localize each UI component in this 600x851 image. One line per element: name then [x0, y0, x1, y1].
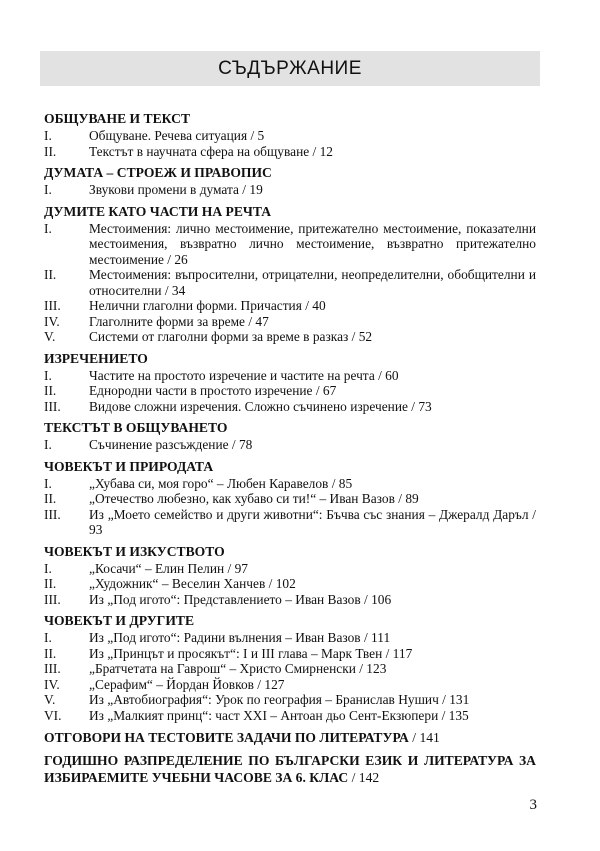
toc-section	[44, 204, 536, 345]
toc-entry	[44, 128, 536, 144]
entry-text: „Серафим“ – Йордан Йовков / 127	[89, 676, 285, 692]
page-title: СЪДЪРЖАНИЕ	[218, 57, 362, 79]
section-heading: ДУМАТА – СТРОЕЖ И ПРАВОПИС	[44, 165, 272, 180]
toc-section	[44, 544, 536, 608]
entry-text: Из „Принцът и просякът“: I и III глава – Марк Твен / 117	[89, 645, 413, 661]
entry-text: Местоимения: въпросителни, отрицателни, неопределителни, обобщителни и относителни / 34	[89, 267, 536, 298]
entry-text: Из „Моето семейство и други животни“: Бъчва със знания – Джералд Даръл / 93	[89, 506, 536, 537]
entry-number: VI.	[44, 707, 62, 723]
entry-text: Местоимения: лично местоимение, притежателно местоимение, показателни местоимения, възвратно лично местоимение, възвратно притежателно местоимение / 26	[89, 220, 536, 267]
entry-text: Из „Малкият принц“: част XXI – Антоан дьо Сент-Екзюпери / 135	[89, 707, 469, 723]
entry-number: IV.	[44, 313, 60, 329]
toc-section	[44, 459, 536, 538]
answers-heading-text: ОТГОВОРИ НА ТЕСТОВИТЕ ЗАДАЧИ ПО ЛИТЕРАТУРА	[44, 730, 409, 745]
answers-page: / 141	[412, 730, 440, 745]
entry-number: I.	[44, 560, 52, 576]
entry-number: I.	[44, 437, 52, 452]
annual-plan-heading	[44, 752, 536, 786]
entry-number: V.	[44, 692, 56, 707]
toc-section	[44, 351, 536, 415]
toc-entry	[44, 182, 536, 198]
toc-title-bar	[40, 51, 540, 86]
entry-text: Еднородни части в простото изречение / 67	[89, 383, 337, 398]
entry-number: II.	[44, 576, 57, 591]
entry-number: I.	[44, 128, 52, 143]
table-of-contents	[44, 111, 536, 792]
answers-heading	[44, 729, 536, 746]
toc-entry	[44, 368, 536, 384]
entry-number: III.	[44, 398, 61, 414]
section-heading: ЧОВЕКЪТ И ДРУГИТЕ	[44, 613, 195, 628]
entry-number: I.	[44, 367, 52, 383]
entry-text: „Художник“ – Веселин Ханчев / 102	[89, 576, 296, 591]
entry-number: III.	[44, 661, 61, 676]
toc-section	[44, 111, 536, 159]
entry-number: II.	[44, 491, 57, 506]
entry-text: Частите на простото изречение и частите на речта / 60	[89, 367, 399, 383]
entry-text: Нелични глаголни форми. Причастия / 40	[89, 298, 326, 313]
toc-entry	[44, 329, 536, 345]
entry-text: Из „Под игото“: Представлението – Иван Вазов / 106	[89, 591, 392, 607]
section-heading: ОБЩУВАНЕ И ТЕКСТ	[44, 111, 191, 126]
toc-section	[44, 420, 536, 453]
entry-text: Из „Под игото“: Радини вълнения – Иван Вазов / 111	[89, 630, 391, 645]
toc-entry	[44, 507, 536, 538]
entry-text: „Братчетата на Гаврош“ – Христо Смирненски / 123	[89, 661, 387, 676]
entry-number: II.	[44, 267, 57, 282]
toc-section	[44, 613, 536, 723]
toc-entry	[44, 708, 536, 724]
toc-entry	[44, 399, 536, 415]
entry-number: I.	[44, 630, 52, 645]
entry-text: Системи от глаголни форми за време в разказ / 52	[89, 329, 373, 344]
entry-number: III.	[44, 591, 61, 607]
toc-entry	[44, 646, 536, 662]
toc-entry	[44, 437, 536, 453]
annual-plan-heading-text: ГОДИШНО РАЗПРЕДЕЛЕНИЕ ПО БЪЛГАРСКИ ЕЗИК И ЛИТЕРАТУРА ЗА ИЗБИРАЕМИТЕ УЧЕБНИ ЧАСОВЕ ЗА 6. КЛАС	[44, 753, 536, 785]
entry-text: Звукови промени в думата / 19	[89, 182, 263, 197]
section-heading: ДУМИТЕ КАТО ЧАСТИ НА РЕЧТА	[44, 203, 272, 219]
toc-entry	[44, 692, 536, 708]
entry-number: IV.	[44, 676, 60, 692]
toc-entry	[44, 314, 536, 330]
toc-entry	[44, 491, 536, 507]
toc-sections	[44, 111, 536, 723]
entry-number: V.	[44, 329, 56, 344]
toc-entry	[44, 476, 536, 492]
entry-text: Общуване. Речева ситуация / 5	[89, 128, 265, 143]
entry-number: II.	[44, 645, 57, 661]
entry-number: I.	[44, 220, 52, 236]
entry-number: III.	[44, 298, 61, 313]
entry-text: Глаголните форми за време / 47	[89, 313, 269, 329]
entry-number: II.	[44, 383, 57, 398]
entry-number: II.	[44, 143, 57, 159]
toc-entry	[44, 576, 536, 592]
toc-entry	[44, 630, 536, 646]
section-heading: ЧОВЕКЪТ И ИЗКУСТВОТО	[44, 543, 225, 559]
entry-number: III.	[44, 506, 61, 522]
toc-entry	[44, 677, 536, 693]
entry-number: I.	[44, 475, 52, 491]
entry-number: I.	[44, 182, 52, 197]
annual-plan-page: / 142	[351, 770, 380, 785]
toc-entry	[44, 592, 536, 608]
entry-text: Съчинение разсъждение / 78	[89, 437, 253, 452]
toc-entry	[44, 661, 536, 677]
toc-entry	[44, 221, 536, 268]
toc-entry	[44, 383, 536, 399]
entry-text: „Косачи“ – Елин Пелин / 97	[89, 560, 248, 576]
section-heading: ИЗРЕЧЕНИЕТО	[44, 350, 148, 366]
toc-section	[44, 165, 536, 198]
entry-text: Из „Автобиография“: Урок по география – Бранислав Нушич / 131	[89, 692, 470, 707]
entry-text: „Хубава си, моя горо“ – Любен Каравелов / 85	[89, 475, 353, 491]
entry-text: Текстът в научната сфера на общуване / 12	[89, 143, 333, 159]
toc-entry	[44, 298, 536, 314]
entry-text: „Отечество любезно, как хубаво си ти!“ – Иван Вазов / 89	[89, 491, 419, 506]
section-heading: ТЕКСТЪТ В ОБЩУВАНЕТО	[44, 420, 228, 435]
section-heading: ЧОВЕКЪТ И ПРИРОДАТА	[44, 458, 214, 474]
toc-entry	[44, 561, 536, 577]
toc-entry	[44, 267, 536, 298]
entry-text: Видове сложни изречения. Сложно съчинено изречение / 73	[89, 398, 432, 414]
toc-entry	[44, 144, 536, 160]
page-number: 3	[529, 797, 537, 813]
